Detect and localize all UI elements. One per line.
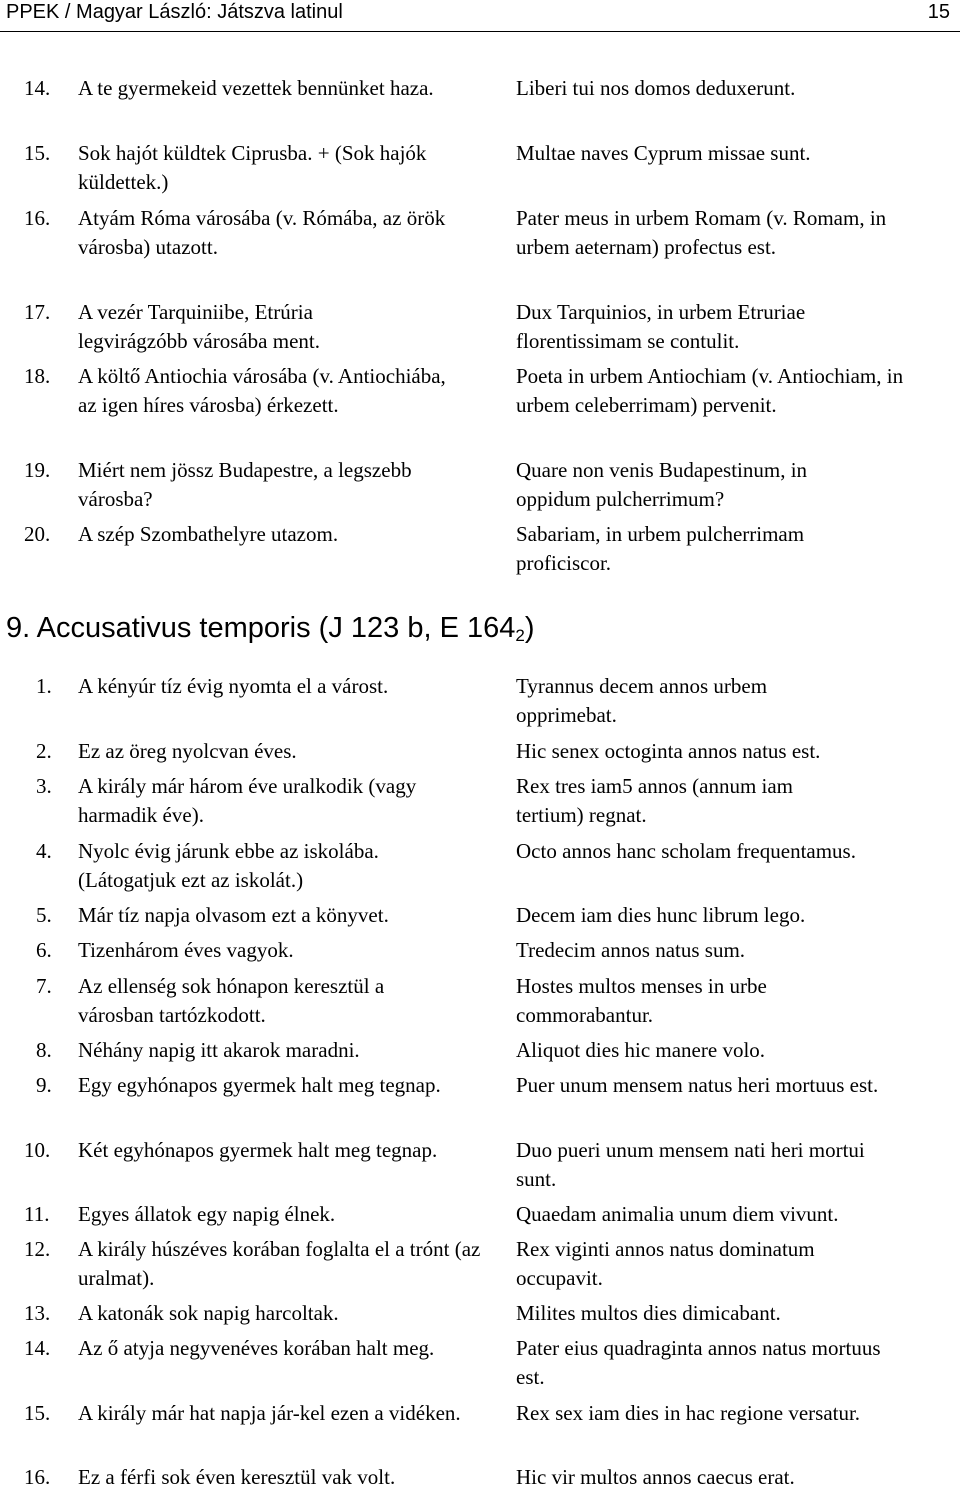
latin-sentence: Rex viginti annos natus dominatum occupavit. — [516, 1237, 815, 1290]
hungarian-sentence: A te gyermekeid vezettek bennünket haza. — [78, 76, 434, 100]
latin-sentence: Rex tres iam5 annos (annum iam tertium) regnat. — [516, 774, 794, 827]
latin-sentence: Pater meus in urbem Romam (v. Romam, in urbem aeternam) profectus est. — [516, 206, 887, 259]
latin-sentence: Poeta in urbem Antiochiam (v. Antiochiam, in urbem celeberrimam) pervenit. — [516, 364, 904, 417]
latin-sentence: Duo pueri unum mensem nati heri mortui sunt. — [516, 1138, 865, 1191]
latin-sentence: Tredecim annos natus sum. — [516, 938, 746, 962]
latin-sentence: Dux Tarquinios, in urbem Etruriae florentissimam se contulit. — [516, 300, 806, 353]
latin-sentence: Decem iam dies hunc librum lego. — [516, 903, 806, 927]
item-number: 15. — [24, 141, 51, 165]
hungarian-sentence: Nyolc évig járunk ebbe az iskolába. (Látogatjuk ezt az iskolát.) — [78, 839, 379, 892]
heading-subscript: 2 — [515, 626, 525, 645]
item-number: 11. — [24, 1202, 50, 1226]
item-number: 14. — [24, 76, 51, 100]
item-number: 7. — [36, 974, 52, 998]
item-number: 6. — [36, 938, 52, 962]
header-title: PPEK / Magyar László: Játszva latinul — [6, 1, 343, 23]
latin-sentence: Rex sex iam dies in hac regione versatur. — [516, 1401, 861, 1425]
hungarian-sentence: Atyám Róma városába (v. Rómába, az örök városba) utazott. — [78, 206, 446, 259]
hungarian-sentence: A király már három éve uralkodik (vagy harmadik éve). — [78, 774, 417, 827]
hungarian-sentence: Ez a férfi sok éven keresztül vak volt. — [78, 1465, 396, 1489]
hungarian-sentence: A költő Antiochia városába (v. Antiochiába, az igen híres városba) érkezett. — [78, 364, 446, 417]
hungarian-sentence: Egyes állatok egy napig élnek. — [78, 1202, 336, 1226]
hungarian-sentence: A szép Szombathelyre utazom. — [78, 522, 339, 546]
item-number: 2. — [36, 739, 52, 763]
hungarian-sentence: A király már hat napja jár-kel ezen a vidéken. — [78, 1401, 461, 1425]
hungarian-sentence: A kényúr tíz évig nyomta el a várost. — [78, 674, 389, 698]
heading-close: ) — [524, 612, 535, 644]
latin-sentence: Pater eius quadraginta annos natus mortuus est. — [516, 1336, 881, 1389]
latin-sentence: Puer unum mensem natus heri mortuus est. — [516, 1073, 879, 1097]
hungarian-sentence: A katonák sok napig harcoltak. — [78, 1301, 339, 1325]
item-number: 4. — [36, 839, 52, 863]
latin-sentence: Hostes multos menses in urbe commorabantur. — [516, 974, 767, 1027]
hungarian-sentence: A vezér Tarquiniibe, Etrúria legvirágzóbb városába ment. — [78, 300, 320, 353]
hungarian-sentence: Ez az öreg nyolcvan éves. — [78, 739, 297, 763]
item-number: 9. — [36, 1073, 52, 1097]
latin-sentence: Hic vir multos annos caecus erat. — [516, 1465, 795, 1489]
latin-sentence: Hic senex octoginta annos natus est. — [516, 739, 821, 763]
latin-sentence: Sabariam, in urbem pulcherrimam proficiscor. — [516, 522, 805, 575]
item-number: 19. — [24, 458, 51, 482]
item-number: 20. — [24, 522, 51, 546]
hungarian-sentence: Tizenhárom éves vagyok. — [78, 938, 294, 962]
hungarian-sentence: Az ő atyja negyvenéves korában halt meg. — [78, 1336, 435, 1360]
section-heading — [6, 610, 535, 654]
item-number: 15. — [24, 1401, 51, 1425]
hungarian-sentence: Két egyhónapos gyermek halt meg tegnap. — [78, 1138, 438, 1162]
item-number: 14. — [24, 1336, 51, 1360]
item-number: 16. — [24, 1465, 51, 1489]
page-header — [0, 0, 960, 32]
hungarian-sentence: A király húszéves korában foglalta el a trónt (az uralmat). — [78, 1237, 481, 1290]
hungarian-sentence: Sok hajót küldtek Ciprusba. + (Sok hajók küldettek.) — [78, 141, 427, 194]
heading-text: 9. Accusativus temporis (J 123 b, E 164 — [6, 612, 516, 644]
hungarian-sentence: Az ellenség sok hónapon keresztül a városban tartózkodott. — [78, 974, 385, 1027]
latin-sentence: Aliquot dies hic manere volo. — [516, 1038, 766, 1062]
item-number: 12. — [24, 1237, 51, 1261]
hungarian-sentence: Egy egyhónapos gyermek halt meg tegnap. — [78, 1073, 441, 1097]
hungarian-sentence: Már tíz napja olvasom ezt a könyvet. — [78, 903, 389, 927]
item-number: 18. — [24, 364, 51, 388]
item-number: 3. — [36, 774, 52, 798]
hungarian-sentence: Néhány napig itt akarok maradni. — [78, 1038, 360, 1062]
item-number: 1. — [36, 674, 52, 698]
item-number: 5. — [36, 903, 52, 927]
hungarian-sentence: Miért nem jössz Budapestre, a legszebb városba? — [78, 458, 412, 511]
header-divider — [0, 31, 960, 32]
latin-sentence: Quaedam animalia unum diem vivunt. — [516, 1202, 839, 1226]
latin-sentence: Milites multos dies dimicabant. — [516, 1301, 781, 1325]
latin-sentence: Multae naves Cyprum missae sunt. — [516, 141, 811, 165]
item-number: 10. — [24, 1138, 51, 1162]
page-number: 15 — [927, 1, 950, 23]
item-number: 16. — [24, 206, 51, 230]
item-number: 13. — [24, 1301, 51, 1325]
latin-sentence: Tyrannus decem annos urbem opprimebat. — [516, 674, 768, 727]
latin-sentence: Liberi tui nos domos deduxerunt. — [516, 76, 796, 100]
latin-sentence: Quare non venis Budapestinum, in oppidum pulcherrimum? — [516, 458, 808, 511]
item-number: 17. — [24, 300, 51, 324]
latin-sentence: Octo annos hanc scholam frequentamus. — [516, 839, 856, 863]
item-number: 8. — [36, 1038, 52, 1062]
